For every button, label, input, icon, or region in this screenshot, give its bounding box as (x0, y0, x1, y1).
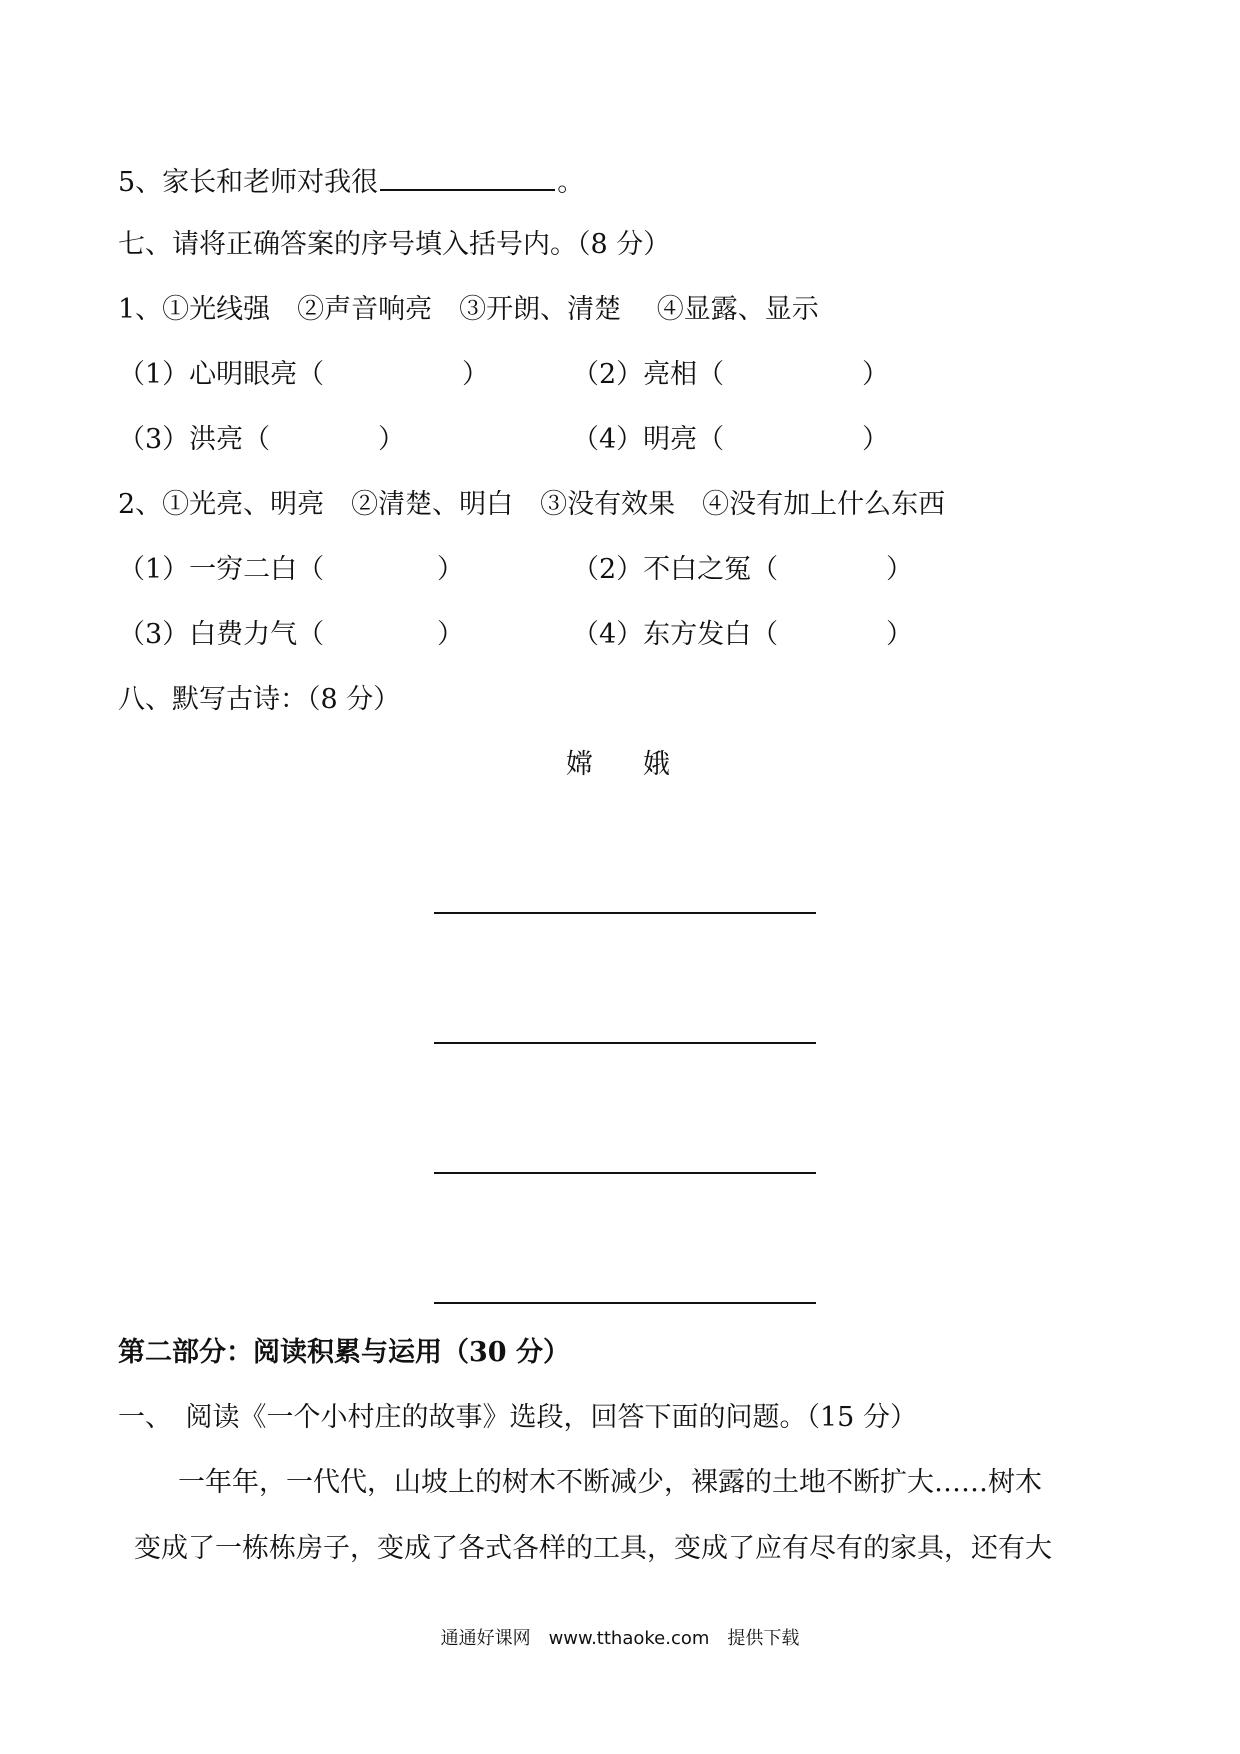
page-footer: 通通好课网 www.tthaoke.com 提供下载 (440, 1628, 800, 1649)
item-label: （2）不白之冤（ (572, 554, 779, 585)
group-2-item-3 (118, 618, 324, 652)
question-5-blank[interactable] (380, 165, 555, 191)
group-2-item-2 (572, 553, 778, 587)
group-2-options: 2、①光亮、明亮 ②清楚、明白 ③没有效果 ④没有加上什么东西 (118, 489, 946, 520)
group-2-item-1-close: ） (437, 554, 464, 585)
item-label: （3）洪亮（ (118, 424, 271, 455)
part-2-heading: 第二部分：阅读积累与运用（30 分） (118, 1337, 570, 1368)
item-label: （1）心明眼亮（ (118, 359, 325, 390)
group-1-item-2 (572, 358, 724, 392)
poem-title-char-1: 嫦 (566, 749, 593, 780)
section-8-heading: 八、默写古诗：（8 分） (118, 684, 401, 715)
group-2-item-2-close: ） (886, 554, 913, 585)
poem-answer-line-1[interactable] (434, 912, 816, 914)
reading-passage-line-2: 变成了一栋栋房子，变成了各式各样的工具，变成了应有尽有的家具，还有大 (134, 1533, 1052, 1564)
item-label: （2）亮相（ (572, 359, 725, 390)
group-2-item-4-close: ） (886, 619, 913, 650)
poem-title (566, 748, 670, 782)
reading-passage-line-1: 一年年，一代代，山坡上的树木不断减少，裸露的土地不断扩大……树木 (178, 1467, 1042, 1498)
group-1-options: 1、①光线强 ②声音响亮 ③开朗、清楚 ④显露、显示 (118, 294, 819, 325)
item-label: （1）一穷二白（ (118, 554, 325, 585)
poem-answer-line-4[interactable] (434, 1302, 816, 1304)
section-7-heading: 七、请将正确答案的序号填入括号内。（8 分） (118, 229, 671, 260)
group-1-item-3-close: ） (378, 424, 405, 455)
item-label: （4）明亮（ (572, 424, 725, 455)
group-1-item-3 (118, 423, 270, 457)
poem-answer-line-3[interactable] (434, 1172, 816, 1174)
reading-question-1-heading: 一、 阅读《一个小村庄的故事》选段，回答下面的问题。（15 分） (118, 1402, 917, 1433)
poem-title-char-2: 娥 (643, 749, 670, 780)
group-1-item-1-close: ） (462, 359, 489, 390)
poem-answer-line-2[interactable] (434, 1042, 816, 1044)
item-label: （4）东方发白（ (572, 619, 779, 650)
group-1-item-4-close: ） (862, 424, 889, 455)
group-2-item-1 (118, 553, 324, 587)
group-1-item-4 (572, 423, 724, 457)
group-1-item-2-close: ） (862, 359, 889, 390)
group-1-item-1 (118, 358, 324, 392)
item-label: （3）白费力气（ (118, 619, 325, 650)
group-2-item-3-close: ） (437, 619, 464, 650)
group-2-item-4 (572, 618, 778, 652)
question-5-text: 5、家长和老师对我很 (118, 167, 379, 198)
question-5 (118, 165, 584, 200)
question-5-suffix: 。 (557, 167, 585, 198)
